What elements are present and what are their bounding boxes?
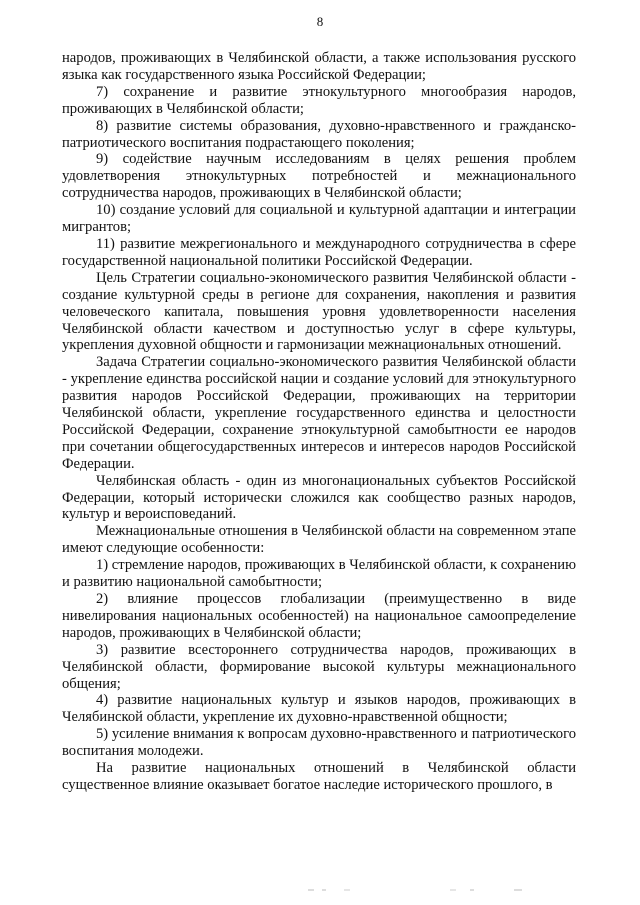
list-item-10: 10) создание условий для социальной и культурной адаптации и интеграции мигрантов; — [62, 202, 576, 236]
list-item-8: 8) развитие системы образования, духовно-нравственного и гражданско-патриотического воспитания подрастающего поколения; — [62, 117, 576, 151]
feature-item-5: 5) усиление внимания к вопросам духовно-нравственного и патриотического воспитания молодежи. — [62, 726, 576, 760]
feature-item-3: 3) развитие всестороннего сотрудничества народов, проживающих в Челябинской области, формирование высокой культуры межнационального общения; — [62, 641, 576, 692]
list-item-9: 9) содействие научным исследованиям в целях решения проблем удовлетворения этнокультурных потребностей и межнационального сотрудничества народов, проживающих в Челябинской области; — [62, 151, 576, 202]
feature-item-1: 1) стремление народов, проживающих в Челябинской области, к сохранению и развитию национальной самобытности; — [62, 557, 576, 591]
page-number: 8 — [316, 14, 324, 29]
paragraph-region-description: Челябинская область - один из многонациональных субъектов Российской Федерации, который исторически сложился как сообщество разных народов, культур и вероисповеданий. — [62, 472, 576, 523]
paragraph-continuation: народов, проживающих в Челябинской области, а также использования русского языка как государственного языка Российской Федерации; — [62, 50, 576, 83]
list-item-11: 11) развитие межрегионального и международного сотрудничества в сфере государственной национальной политики Российской Федерации. — [62, 235, 576, 269]
paragraph-historical-heritage: На развитие национальных отношений в Челябинской области существенное влияние оказывает богатое наследие исторического прошлого, в — [62, 760, 576, 793]
feature-item-4: 4) развитие национальных культур и языков народов, проживающих в Челябинской области, укрепление их духовно-нравственной общности; — [62, 692, 576, 726]
paragraph-strategy-goal: Цель Стратегии социально-экономического развития Челябинской области - создание культурной среды в регионе для сохранения, накопления и развития человеческого капитала, повышения уровня удовлетворенности населения Челябинской области качеством и доступностью услуг в сфере культуры, укрепления духовной общности и гармонизации межнациональных отношений. — [62, 269, 576, 354]
document-body — [62, 50, 576, 794]
paragraph-features-intro: Межнациональные отношения в Челябинской области на современном этапе имеют следующие особенности: — [62, 523, 576, 557]
scan-artifact-marks — [300, 887, 540, 893]
feature-item-2: 2) влияние процессов глобализации (преимущественно в виде нивелирования национальных особенностей) на национальное самоопределение народов, проживающих в Челябинской области; — [62, 591, 576, 641]
paragraph-strategy-task: Задача Стратегии социально-экономического развития Челябинской области - укрепление единства российской нации и создание условий для этнокультурного развития народов Российской Федерации, проживающих на территории Челябинской области, укрепление государственного единства и целостности Российской Федерации, сохранение этнокультурной самобытности ее народов при сочетании общегосударственных интересов и интересов народов Российской Федерации. — [62, 354, 576, 472]
list-item-7: 7) сохранение и развитие этнокультурного многообразия народов, проживающих в Челябинской области; — [62, 83, 576, 117]
